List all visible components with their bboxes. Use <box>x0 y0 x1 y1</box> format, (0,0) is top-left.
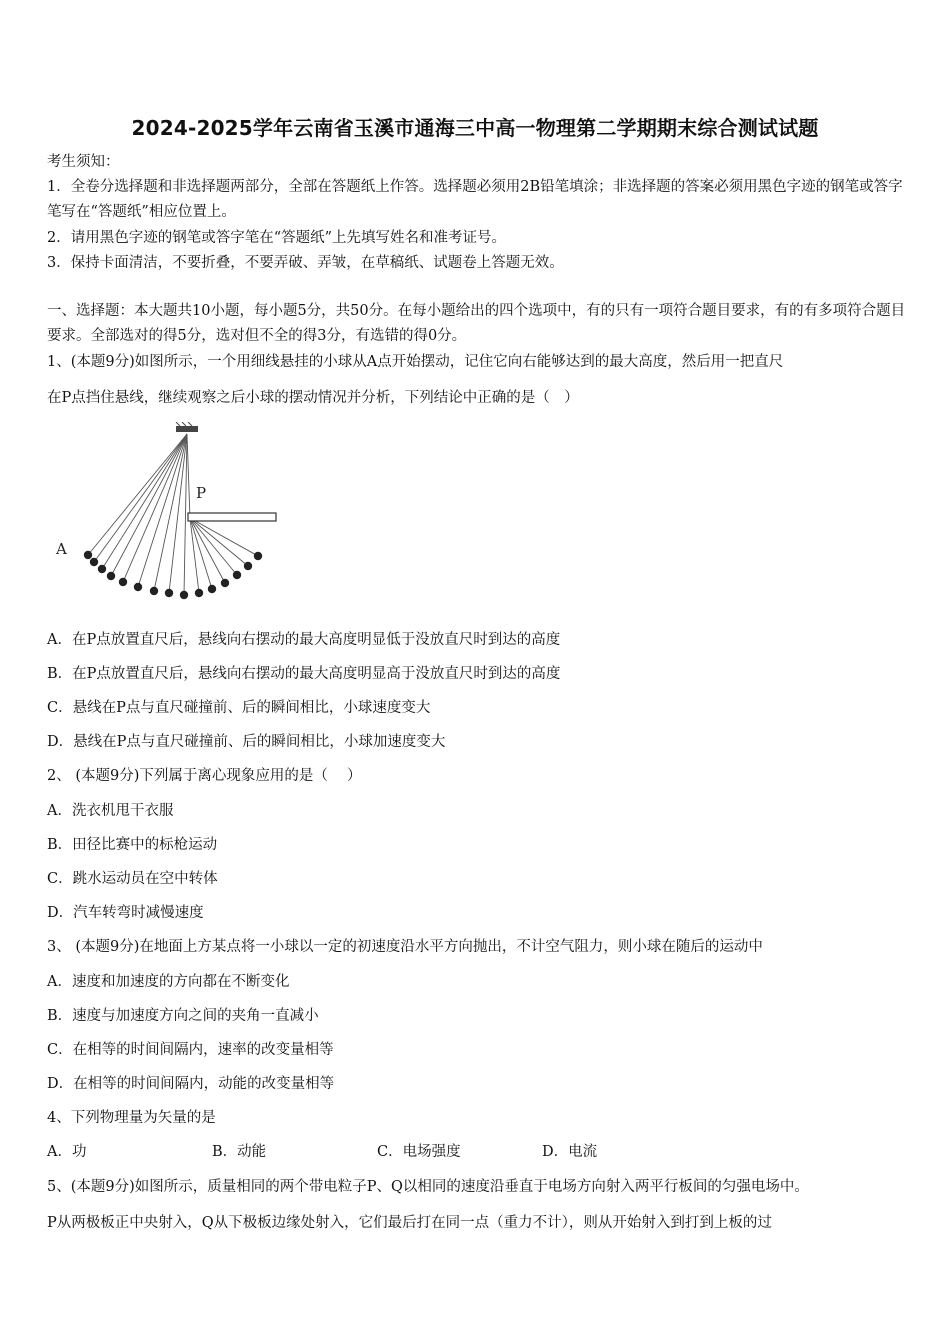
q4-stem: 4、下列物理量为矢量的是 <box>47 1110 216 1126</box>
q1-stem-line1: 1、(本题9分)如图所示，一个用细线悬挂的小球从A点开始摆动，记住它向右能够达到的最大高度，然后用一把直尺 <box>47 354 784 370</box>
q2-option-d: D．汽车转弯时减慢速度 <box>47 905 204 921</box>
q1-option-a: A．在P点放置直尺后，悬线向右摆动的最大高度明显低于没放直尺时到达的高度 <box>47 632 561 648</box>
page-title: 2024-2025学年云南省玉溪市通海三中高一物理第二学期期末综合测试试题 <box>131 116 819 140</box>
q4-option-c: C．电场强度 <box>377 1144 461 1160</box>
q3-option-c: C．在相等的时间间隔内，速率的改变量相等 <box>47 1042 334 1058</box>
q4-option-d: D．电流 <box>542 1144 598 1160</box>
notice-item-3: 3．保持卡面清洁，不要折叠，不要弄破、弄皱，在草稿纸、试题卷上答题无效。 <box>47 255 564 271</box>
notice-heading: 考生须知： <box>47 154 120 170</box>
ruler <box>188 513 276 521</box>
label-p: P <box>196 484 207 502</box>
q4-option-a: A．功 <box>47 1144 87 1160</box>
q5-stem-line1: 5、(本题9分)如图所示，质量相同的两个带电粒子P、Q以相同的速度沿垂直于电场方向射入两平行板间的匀强电场中。 <box>47 1179 809 1195</box>
q1-option-b: B．在P点放置直尺后，悬线向右摆动的最大高度明显高于没放直尺时到达的高度 <box>47 666 561 682</box>
q1-option-c: C．悬线在P点与直尺碰撞前、后的瞬间相比，小球速度变大 <box>47 700 431 716</box>
section-heading: 一、选择题：本大题共10小题，每小题5分，共50分。在每小题给出的四个选项中，有的只有一项符合题目要求，有的有多项符合题目要求。全部选对的得5分，选对但不全的得3分，有选错的得0分。 <box>47 303 906 344</box>
q5-stem-line2: P从两极板正中央射入，Q从下极板边缘处射入，它们最后打在同一点（重力不计），则从开始射入到打到上板的过 <box>47 1215 772 1231</box>
q4-option-b: B．动能 <box>212 1144 267 1160</box>
q2-option-b: B．田径比赛中的标枪运动 <box>47 837 218 853</box>
ceiling-mount <box>176 426 198 432</box>
q3-option-b: B．速度与加速度方向之间的夹角一直减小 <box>47 1008 319 1024</box>
q1-option-d: D．悬线在P点与直尺碰撞前、后的瞬间相比，小球加速度变大 <box>47 734 446 750</box>
notice-item-2: 2．请用黑色字迹的钢笔或答字笔在“答题纸”上先填写姓名和准考证号。 <box>47 230 507 246</box>
q2-option-c: C．跳水运动员在空中转体 <box>47 871 218 887</box>
q4-options <box>47 1142 707 1162</box>
q2-option-a: A．洗衣机甩干衣服 <box>47 803 174 819</box>
notice-item-1: 1．全卷分选择题和非选择题两部分，全部在答题纸上作答。选择题必须用2B铅笔填涂；非选择题的答案必须用黑色字迹的钢笔或答字笔写在“答题纸”相应位置上。 <box>47 179 903 220</box>
q3-option-d: D．在相等的时间间隔内，动能的改变量相等 <box>47 1076 335 1092</box>
label-a: A <box>56 540 67 558</box>
q1-stem-line2: 在P点挡住悬线，继续观察之后小球的摆动情况并分析，下列结论中正确的是（ ） <box>47 390 579 406</box>
q2-stem: 2、 (本题9分)下列属于离心现象应用的是（ ） <box>47 768 362 784</box>
pendulum-figure <box>48 422 283 607</box>
q3-option-a: A．速度和加速度的方向都在不断变化 <box>47 974 290 990</box>
q3-stem: 3、 (本题9分)在地面上方某点将一小球以一定的初速度沿水平方向抛出，不计空气阻力，则小球在随后的运动中 <box>47 939 763 955</box>
